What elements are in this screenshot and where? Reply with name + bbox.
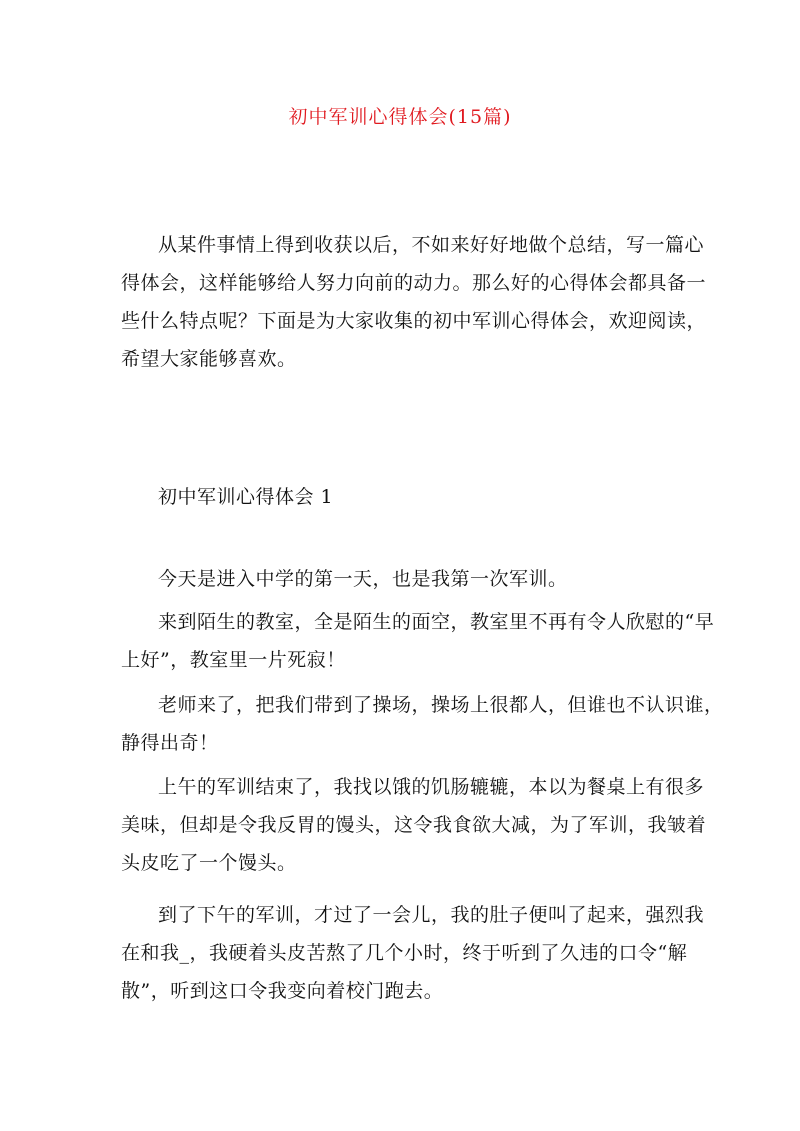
intro-paragraph bbox=[121, 226, 707, 378]
body-paragraph: 到了下午的军训，才过了一会儿，我的肚子便叫了起来，强烈我 在和我_，我硬着头皮苦熬了几个小时，终于听到了久违的口令“解 散”，听到这口令我变向着校门跑去。 bbox=[121, 904, 705, 1002]
section-heading: 初中军训心得体会 1 bbox=[158, 486, 334, 508]
intro-line: 从某件事情上得到收获以后，不如来好好地做个总结，写一篇心 bbox=[158, 234, 705, 256]
intro-line: 希望大家能够喜欢。 bbox=[121, 348, 297, 370]
intro-line: 些什么特点呢？下面是为大家收集的初中军训心得体会，欢迎阅读， bbox=[121, 310, 707, 332]
body-paragraph: 今天是进入中学的第一天，也是我第一次军训。 bbox=[158, 568, 568, 590]
body-paragraph: 老师来了，把我们带到了操场，操场上很都人，但谁也不认识谁， 静得出奇！ bbox=[121, 694, 724, 754]
document-title: 初中军训心得体会(15篇) bbox=[288, 106, 512, 128]
body-paragraph: 上午的军训结束了，我找以饿的饥肠辘辘，本以为餐桌上有很多 美味，但却是令我反胃的馒头，这令我食欲大减，为了军训，我皱着 头皮吃了一个馒头。 bbox=[121, 776, 707, 874]
body-paragraph: 来到陌生的教室，全是陌生的面空，教室里不再有令人欣慰的“早 上好”，教室里一片死寂！ bbox=[121, 611, 715, 671]
intro-line: 得体会，这样能够给人努力向前的动力。那么好的心得体会都具备一 bbox=[121, 272, 707, 294]
